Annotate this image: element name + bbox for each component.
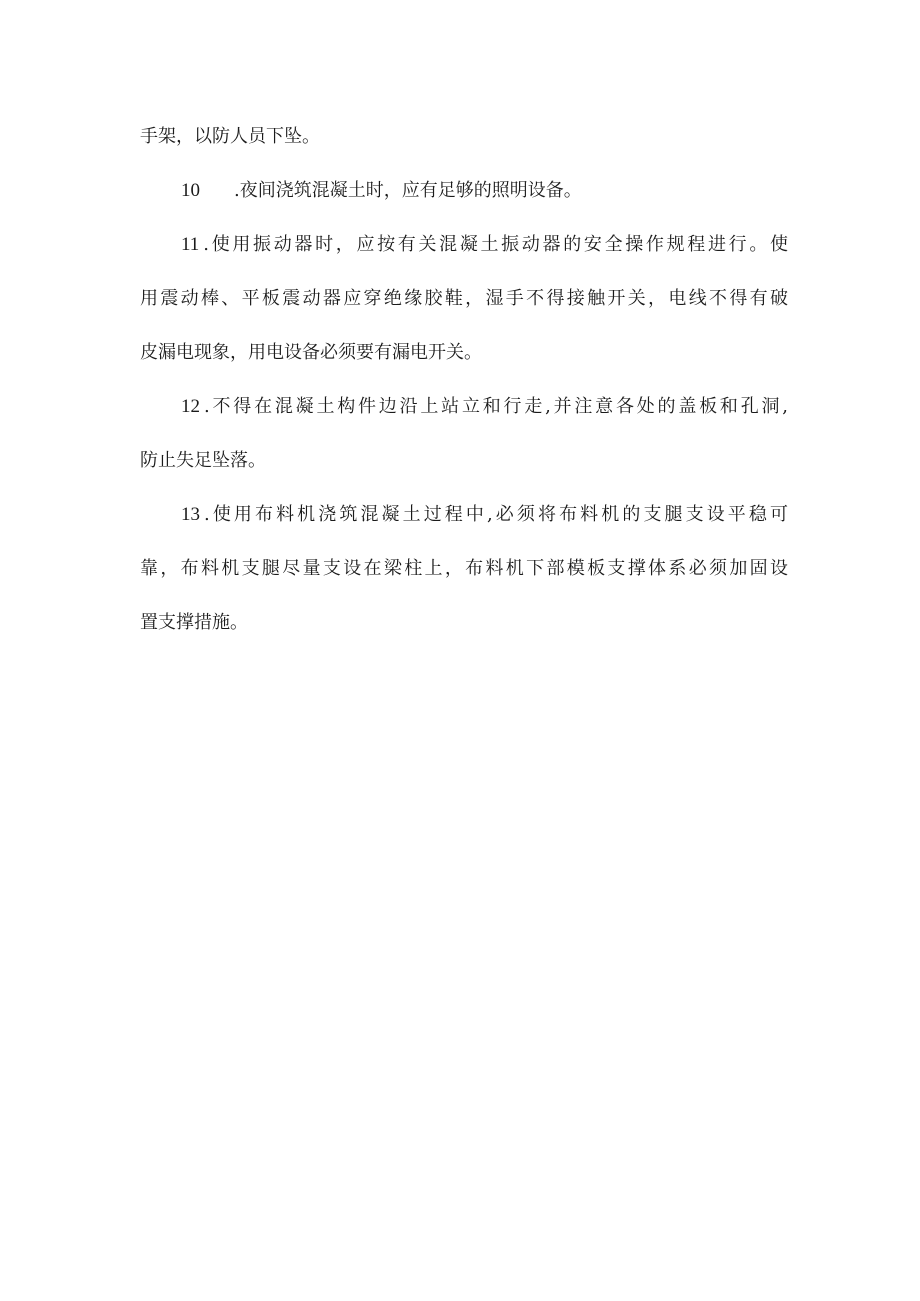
- text-line: [140, 556, 788, 582]
- line-text: 用震动棒、平板震动器应穿绝缘胶鞋，湿手不得接触开关，电线不得有破: [140, 288, 788, 309]
- line-text: 皮漏电现象，用电设备必须要有漏电开关。: [140, 342, 482, 363]
- line-text: .使用振动器时，应按有关混凝土振动器的安全操作规程进行。使: [203, 234, 788, 255]
- item-number: 12: [181, 396, 200, 417]
- text-line: [140, 448, 788, 474]
- document-body: [140, 124, 788, 664]
- line-text: 置支撑措施。: [140, 612, 248, 633]
- text-line: [140, 286, 788, 312]
- line-text: 靠，布料机支腿尽量支设在梁柱上，布料机下部模板支撑体系必须加固设: [140, 558, 788, 579]
- line-text: .使用布料机浇筑混凝土过程中,必须将布料机的支腿支设平稳可: [204, 504, 788, 525]
- list-item-12: [140, 394, 788, 420]
- list-item-10: [140, 178, 788, 204]
- text-line: [140, 610, 788, 636]
- line-text: .不得在混凝土构件边沿上站立和行走,并注意各处的盖板和孔洞,: [204, 396, 788, 417]
- text-line: [140, 124, 788, 150]
- line-text: 防止失足坠落。: [140, 450, 266, 471]
- list-item-13: [140, 502, 788, 528]
- list-item-11: [140, 232, 788, 258]
- text-line: [140, 340, 788, 366]
- item-number: 11: [181, 234, 200, 255]
- item-number: 10: [181, 180, 200, 201]
- line-text: 手架，以防人员下坠。: [140, 126, 320, 147]
- item-number: 13: [181, 504, 200, 525]
- line-text: .夜间浇筑混凝土时，应有足够的照明设备。: [234, 180, 582, 201]
